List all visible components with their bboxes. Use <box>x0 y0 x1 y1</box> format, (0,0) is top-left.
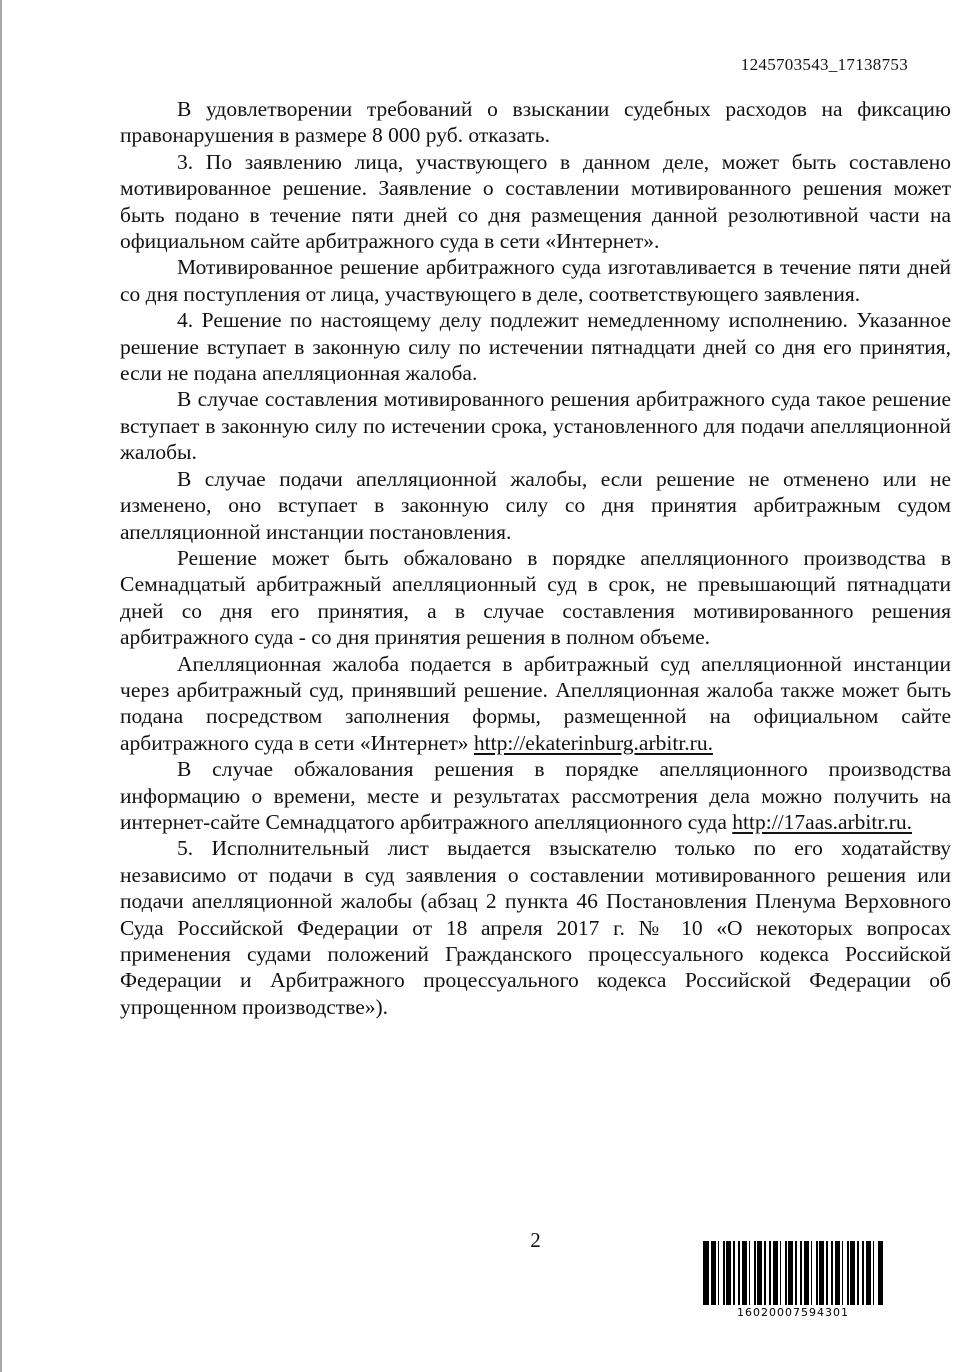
paragraph-5-writ-of-execution: 5. Исполнительный лист выдается взыскателю только по его ходатайству независимо от подачи в суд заявления о составлении мотивированного решения или подачи апелляционной жалобы (абзац 2 пункта 46 Постановления Пленума Верховного Суда Российской Федерации от 18 апреля 2017 г. № 10 «О некоторых вопросах применения судами положений Гражданского процессуального кодекса Российской Федерации и Арбитражного процессуального кодекса Российской Федерации об упрощенном производстве»). <box>120 836 951 1019</box>
paragraph-appeal-filing <box>120 651 951 757</box>
paragraph-4-immediate-execution: 4. Решение по настоящему делу подлежит немедленному исполнению. Указанное решение вступает в законную силу по истечении пятнадцати дней со дня его принятия, если не подана апелляционная жалоба. <box>120 308 951 386</box>
paragraph-appeal-procedure: Решение может быть обжаловано в порядке апелляционного производства в Семнадцатый арбитражный апелляционный суд в срок, не превышающий пятнадцати дней со дня его принятия, а в случае составления мотивированного решения арбитражного суда - со дня принятия решения в полном объеме. <box>120 545 951 650</box>
page-number: 2 <box>530 1228 541 1252</box>
paragraph-3-motivated-decision: 3. По заявлению лица, участвующего в данном деле, может быть составлено мотивированное решение. Заявление о составлении мотивированного решения может быть подано в течение пяти дней со дня размещения данной резолютивной части на официальном сайте арбитражного суда в сети «Интернет». <box>120 149 951 254</box>
barcode-bars-icon <box>703 1241 883 1305</box>
paragraph-appeal-entry-into-force: В случае подачи апелляционной жалобы, если решение не отменено или не изменено, оно вступает в законную силу со дня принятия арбитражным судом апелляционной инстанции постановления. <box>120 466 951 544</box>
barcode-number: 16020007594301 <box>737 1306 849 1319</box>
paragraph-appeal-filing-text: Апелляционная жалоба подается в арбитражный суд апелляционной инстанции через арбитражный суд, принявший решение. Апелляционная жалоба также может быть подана посредством заполнения формы, размещенной на официальном сайте арбитражного суда в сети «Интернет» <box>120 651 951 755</box>
paragraph-entry-into-force-motivated: В случае составления мотивированного решения арбитражного суда такое решение вступает в законную силу по истечении срока, установленного для подачи апелляционной жалобы. <box>120 387 951 465</box>
barcode <box>703 1241 883 1319</box>
paragraph-motivated-decision-term: Мотивированное решение арбитражного суда изготавливается в течение пяти дней со дня поступления от лица, участвующего в деле, соответствующего заявления. <box>120 255 951 306</box>
17aas-arbitr-link[interactable]: http://17aas.arbitr.ru. <box>732 809 913 834</box>
paragraph-appeal-info-site <box>120 756 951 835</box>
document-body <box>120 96 951 1020</box>
ekaterinburg-arbitr-link[interactable]: http://ekaterinburg.arbitr.ru. <box>473 730 713 755</box>
paragraph-appeal-info-text: В случае обжалования решения в порядке апелляционного производства информацию о времени, месте и результатах рассмотрения дела можно получить на интернет-сайте Семнадцатого арбитражного апелляционного суда <box>120 757 951 834</box>
paragraph-costs-denied: В удовлетворении требований о взыскании судебных расходов на фиксацию правонарушения в размере 8 000 руб. отказать. <box>120 97 951 148</box>
document-id-code: 1245703543_17138753 <box>740 55 908 74</box>
